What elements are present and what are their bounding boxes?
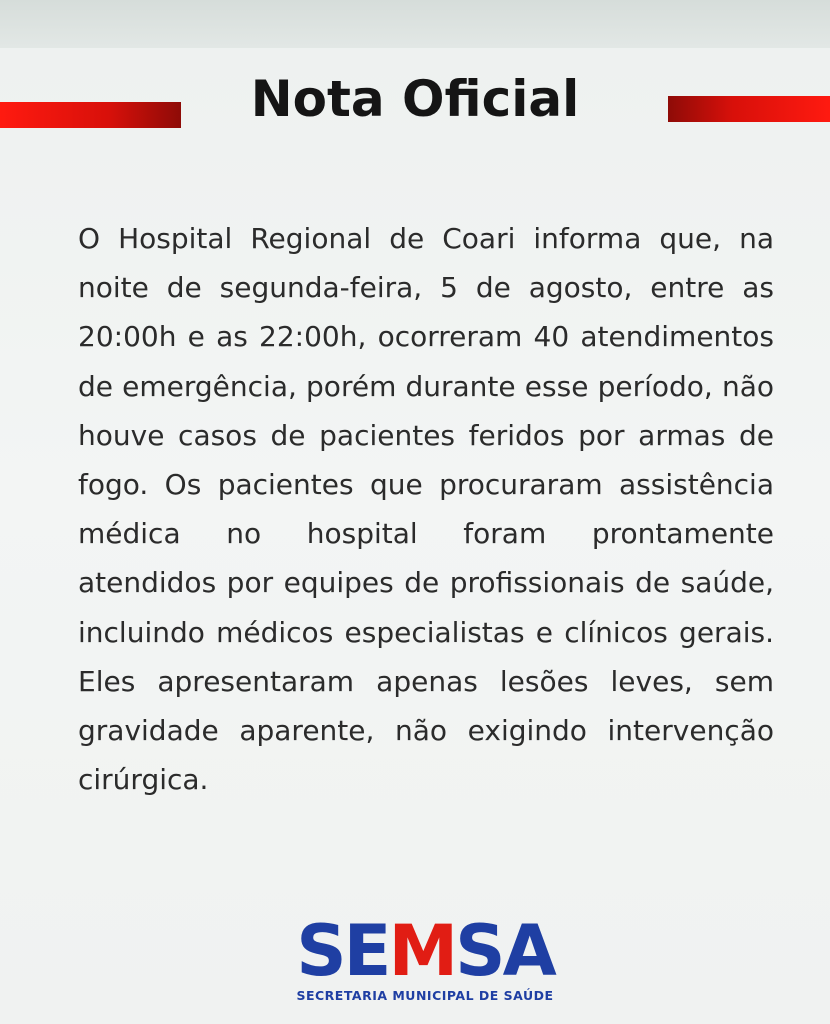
logo-subtitle: SECRETARIA MUNICIPAL DE SAÚDE — [296, 988, 554, 1003]
red-accent-bar-left — [0, 102, 181, 128]
semsa-logo — [290, 910, 560, 1003]
logo-part-se: SE — [296, 910, 389, 992]
logo-part-m: M — [388, 910, 456, 992]
notice-body: O Hospital Regional de Coari informa que, na noite de segunda-feira, 5 de agosto, entre as 20:00h e as 22:00h, ocorreram 40 atendimentos de emergência, porém durante esse período, não houve casos de pacientes feridos por armas de fogo. Os pacientes que procuraram assistência médica no hospital foram prontamente atendidos por equipes de profissionais de saúde, incluindo médicos especialistas e clínicos gerais. Eles apresentaram apenas lesões leves, sem gravidade aparente, não exigindo intervenção cirúrgica. — [78, 222, 774, 797]
red-accent-bar-right — [668, 96, 830, 122]
logo-wordmark — [290, 910, 560, 992]
background-wall — [0, 0, 830, 55]
logo-part-sa: SA — [455, 910, 554, 992]
notice-title: Nota Oficial — [250, 70, 580, 128]
